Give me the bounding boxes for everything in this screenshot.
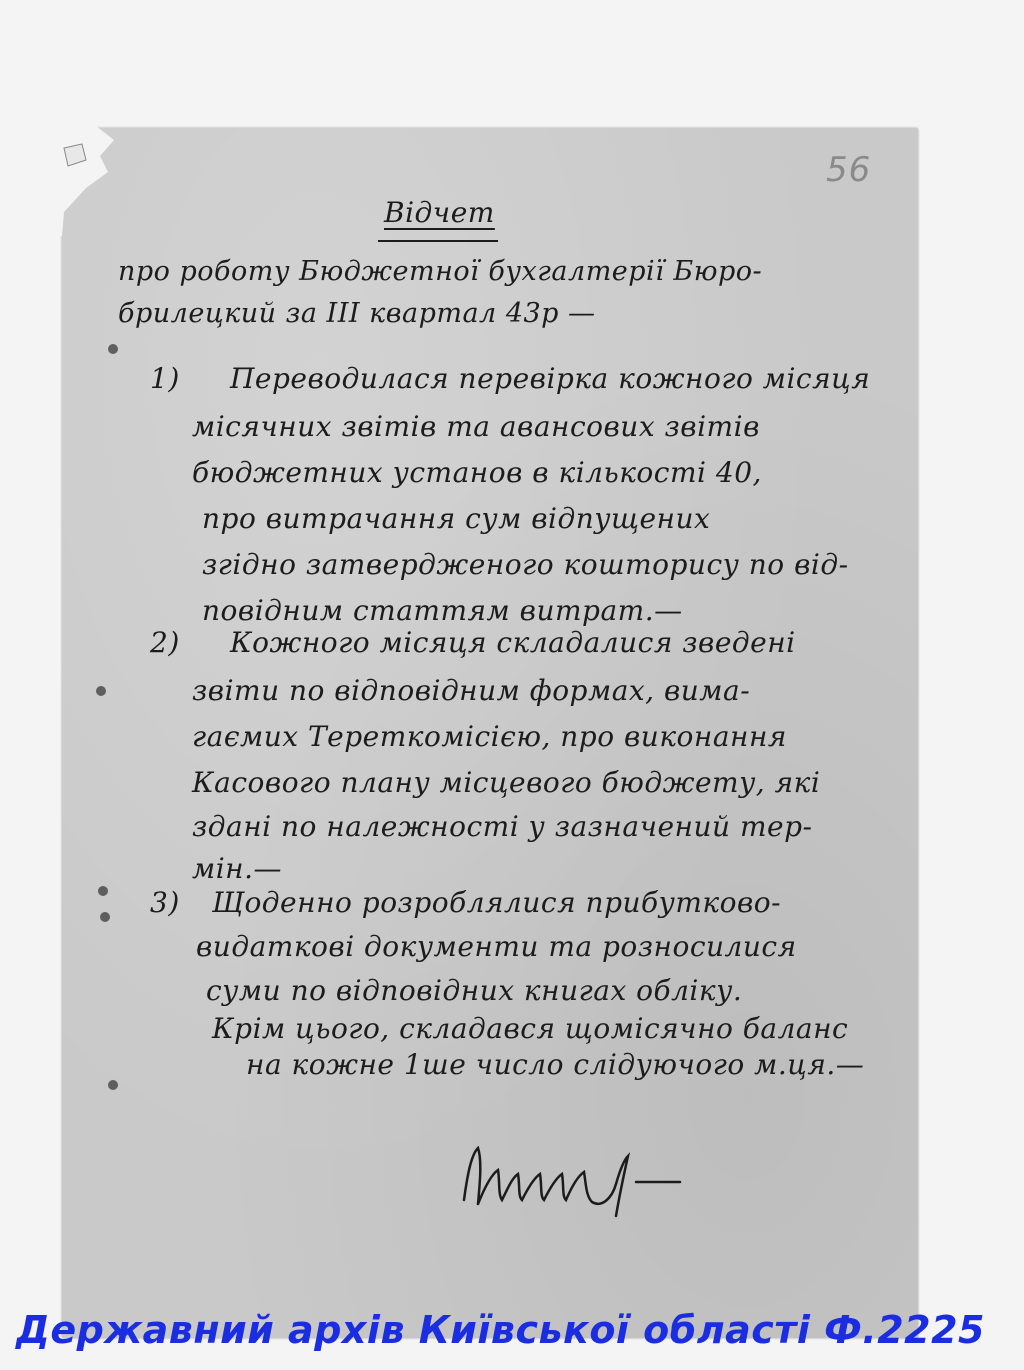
item-line: на кожне 1ше число слідуючого м.ця.—	[246, 1048, 865, 1081]
torn-corner-mark	[56, 126, 118, 236]
item-line: Касового плану місцевого бюджету, які	[192, 766, 821, 799]
item-line: мін.—	[192, 852, 283, 885]
item-line: здані по належності у зазначений тер-	[192, 810, 813, 843]
item-marker: 2)	[150, 626, 180, 659]
item-line: видаткові документи та розносилися	[196, 930, 797, 963]
punch-hole	[100, 912, 110, 922]
item-line: Щоденно розроблялися прибутково-	[212, 886, 782, 919]
item-line: бюджетних установ в кількості 40,	[192, 456, 762, 489]
item-marker: 1)	[150, 362, 180, 395]
handwritten-signature	[452, 1130, 692, 1220]
item-line: Крім цього, складався щомісячно баланс	[212, 1012, 849, 1045]
item-marker: 3)	[150, 886, 180, 919]
item-line: згідно затвердженого кошторису по від-	[202, 548, 849, 581]
item-line: про витрачання сум відпущених	[202, 502, 711, 535]
punch-hole	[108, 1080, 118, 1090]
punch-hole	[98, 886, 108, 896]
item-line: суми по відповідних книгах обліку.	[206, 974, 743, 1007]
archive-caption: Державний архів Київської області Ф.2225	[16, 1308, 985, 1352]
subtitle-line: брилецкий за III квартал 43р —	[118, 298, 596, 329]
page-number: 56	[826, 150, 872, 190]
item-line: звіти по відповідним формах, вима-	[192, 674, 751, 707]
item-line: гаємих Тереткомісією, про виконання	[192, 720, 787, 753]
title-double-underline	[378, 240, 498, 242]
item-line: місячних звітів та авансових звітів	[192, 410, 760, 443]
document-title: Відчет	[384, 196, 495, 229]
subtitle-line: про роботу Бюджетної бухгалтерії Бюро-	[118, 256, 763, 287]
punch-hole	[96, 686, 106, 696]
item-line: Переводилася перевірка кожного місяця	[230, 362, 871, 395]
item-line: повідним статтям витрат.—	[202, 594, 683, 627]
punch-hole	[108, 344, 118, 354]
item-line: Кожного місяця складалися зведені	[230, 626, 796, 659]
